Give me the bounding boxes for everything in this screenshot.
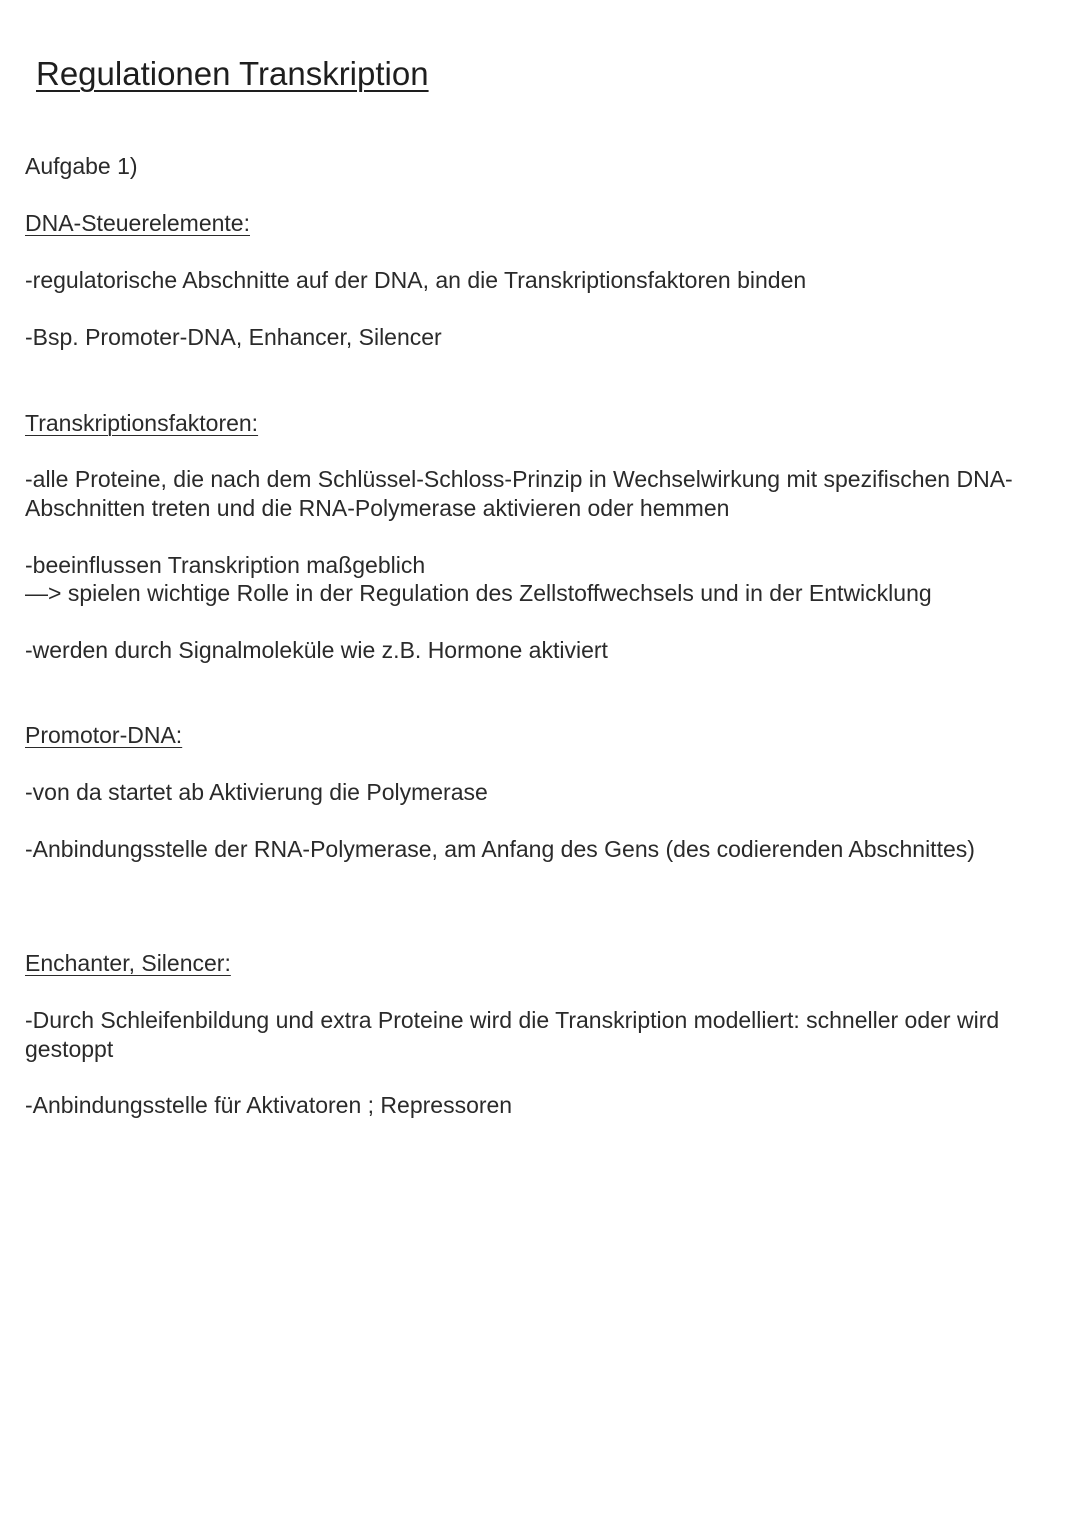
section-paragraph: -Anbindungsstelle der RNA-Polymerase, am Anfang des Gens (des codierenden Abschnittes) (25, 836, 975, 862)
section-heading-promotor-dna: Promotor-DNA: (25, 722, 183, 748)
section-paragraph: -Anbindungsstelle für Aktivatoren ; Repressoren (25, 1092, 513, 1118)
section-paragraph: —> spielen wichtige Rolle in der Regulation des Zellstoffwechsels und in der Entwicklung (25, 580, 932, 606)
section-paragraph: -beeinflussen Transkription maßgeblich (25, 552, 426, 578)
section-heading-dna-steuerelemente: DNA-Steuerelemente: (25, 210, 250, 236)
section-paragraph: -Bsp. Promoter-DNA, Enhancer, Silencer (25, 324, 442, 350)
section-heading-transkriptionsfaktoren: Transkriptionsfaktoren: (25, 410, 259, 436)
section-paragraph: -Durch Schleifenbildung und extra Proteine wird die Transkription modelliert: schneller oder wird gestoppt (25, 1007, 1000, 1062)
page-title: Regulationen Transkription (36, 55, 429, 92)
task-label: Aufgabe 1) (25, 153, 138, 179)
section-heading-enchanter-silencer: Enchanter, Silencer: (25, 950, 231, 976)
section-paragraph: -alle Proteine, die nach dem Schlüssel-Schloss-Prinzip in Wechselwirkung mit spezifischen DNA-Abschnitten treten und die RNA-Polymerase aktivieren oder hemmen (25, 466, 1013, 521)
section-paragraph: -werden durch Signalmoleküle wie z.B. Hormone aktiviert (25, 637, 608, 663)
section-paragraph: -regulatorische Abschnitte auf der DNA, an die Transkriptionsfaktoren binden (25, 267, 807, 293)
section-paragraph: -von da startet ab Aktivierung die Polymerase (25, 779, 488, 805)
